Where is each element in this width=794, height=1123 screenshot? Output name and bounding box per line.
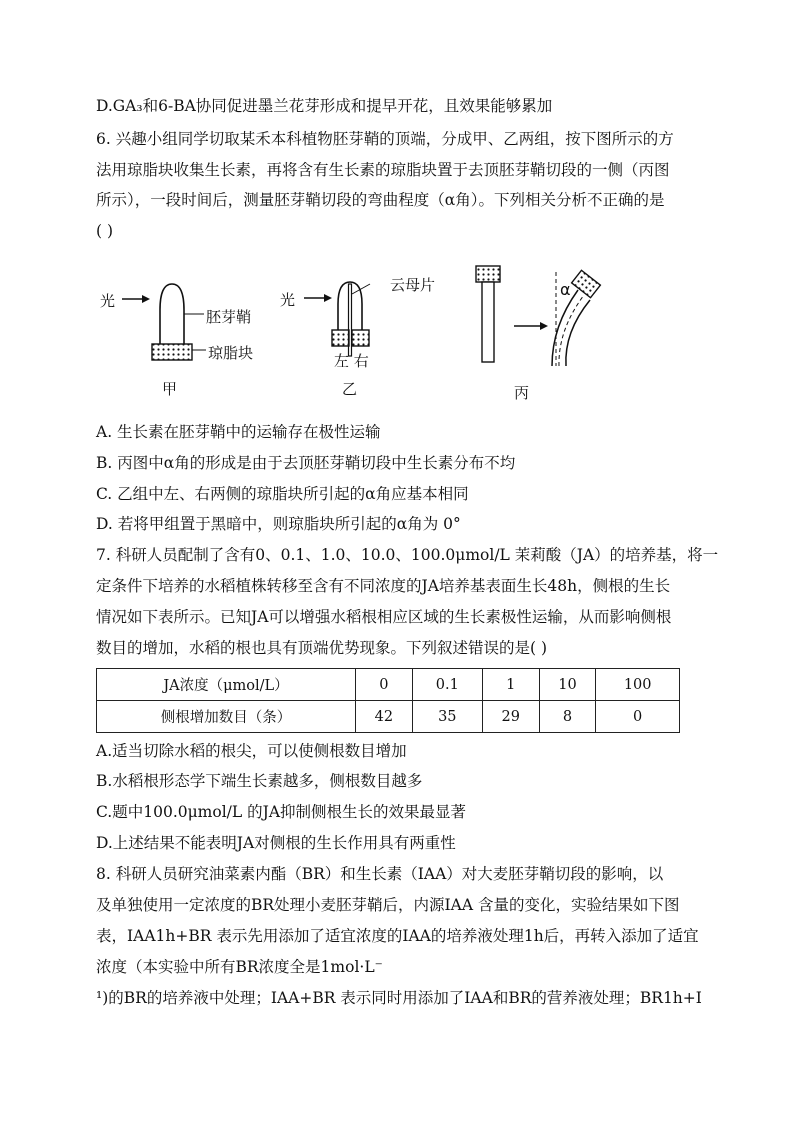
q7-option-a: A.适当切除水稻的根尖，可以使侧根数目增加: [96, 742, 407, 760]
yi-light-label: 光: [280, 291, 296, 309]
yi-left-right-label: 左 右: [334, 352, 369, 370]
table-cell: 0.1: [412, 669, 482, 701]
jia-name-label: 甲: [162, 380, 178, 398]
figure-jia: [96, 262, 276, 402]
q6-stem-line-3: 所示），一段时间后，测量胚芽鞘切段的弯曲程度（α角）。下列相关分析不正确的是: [96, 191, 665, 209]
table-cell: 1: [482, 669, 539, 701]
jia-coleoptile-label: 胚芽鞘: [206, 308, 252, 326]
table-cell: 0: [596, 701, 680, 733]
table-header-lateral-roots: 侧根增加数目（条）: [97, 701, 356, 733]
table-cell: 100: [596, 669, 680, 701]
q7-option-b: B.水稻根形态学下端生长素越多，侧根数目越多: [96, 772, 423, 790]
table-row: [97, 669, 680, 701]
q5-option-d: D.GA₃和6-BA协同促进墨兰花芽形成和提早开花，且效果能够累加: [96, 97, 553, 115]
jia-agar-label: 琼脂块: [208, 344, 254, 362]
q6-stem-line-4: ( ): [96, 222, 114, 240]
table-cell: 10: [539, 669, 596, 701]
figure-yi: [276, 262, 456, 402]
q6-option-d: D. 若将甲组置于黑暗中，则琼脂块所引起的α角为 0°: [96, 515, 461, 533]
q8-stem-line-1: 8. 科研人员研究油菜素内酯（BR）和生长素（IAA）对大麦胚芽鞘切段的影响，以: [96, 865, 664, 883]
q7-option-c: C.题中100.0μmol/L 的JA抑制侧根生长的效果最显著: [96, 803, 467, 821]
figure-jia-drawing: [96, 262, 276, 402]
figure-bing-drawing: [466, 262, 626, 408]
ja-table: [96, 668, 680, 733]
bing-angle-label: α: [560, 280, 571, 299]
table-cell: 42: [356, 701, 413, 733]
q6-stem-line-2: 法用琼脂块收集生长素，再将含有生长素的琼脂块置于去顶胚芽鞘切段的一侧（丙图: [96, 161, 670, 179]
yi-mica-label: 云母片: [390, 276, 436, 294]
q7-option-d: D.上述结果不能表明JA对侧根的生长作用具有两重性: [96, 834, 456, 852]
q7-stem-line-2: 定条件下培养的水稻植株转移至含有不同浓度的JA培养基表面生长48h，侧根的生长: [96, 577, 671, 595]
q6-option-c: C. 乙组中左、右两侧的琼脂块所引起的α角应基本相同: [96, 485, 469, 503]
table-header-ja-concentration: JA浓度（μmol/L）: [97, 669, 356, 701]
table-cell: 8: [539, 701, 596, 733]
table-cell: 29: [482, 701, 539, 733]
bing-name-label: 丙: [514, 384, 530, 402]
table-row: [97, 701, 680, 733]
q7-stem-line-1: 7. 科研人员配制了含有0、0.1、1.0、10.0、100.0μmol/L 茉莉酸（JA）的培养基，将一: [96, 546, 719, 564]
yi-name-label: 乙: [342, 380, 358, 398]
figure-bing: [466, 262, 626, 408]
q7-stem-line-4: 数目的增加，水稻的根也具有顶端优势现象。下列叙述错误的是( ): [96, 639, 548, 657]
q7-stem-line-3: 情况如下表所示。已知JA可以增强水稻根相应区域的生长素极性运输，从而影响侧根: [96, 608, 672, 626]
q6-option-a: A. 生长素在胚芽鞘中的运输存在极性运输: [96, 423, 381, 441]
q8-stem-line-2: 及单独使用一定浓度的BR处理小麦胚芽鞘后，内源IAA 含量的变化，实验结果如下图: [96, 896, 680, 914]
q8-stem-line-4: 浓度（本实验中所有BR浓度全是1mol·L⁻: [96, 958, 383, 976]
q8-stem-line-3: 表，IAA1h+BR 表示先用添加了适宜浓度的IAA的培养液处理1h后，再转入添加了适宜: [96, 927, 699, 945]
jia-light-label: 光: [100, 292, 116, 310]
q8-stem-line-5: ¹)的BR的培养液中处理；IAA+BR 表示同时用添加了IAA和BR的营养液处理；BR1h+I: [96, 989, 702, 1007]
table-cell: 35: [412, 701, 482, 733]
table-cell: 0: [356, 669, 413, 701]
q6-stem-line-1: 6. 兴趣小组同学切取某禾本科植物胚芽鞘的顶端，分成甲、乙两组，按下图所示的方: [96, 130, 674, 148]
q6-option-b: B. 丙图中α角的形成是由于去顶胚芽鞘切段中生长素分布不均: [96, 454, 516, 472]
